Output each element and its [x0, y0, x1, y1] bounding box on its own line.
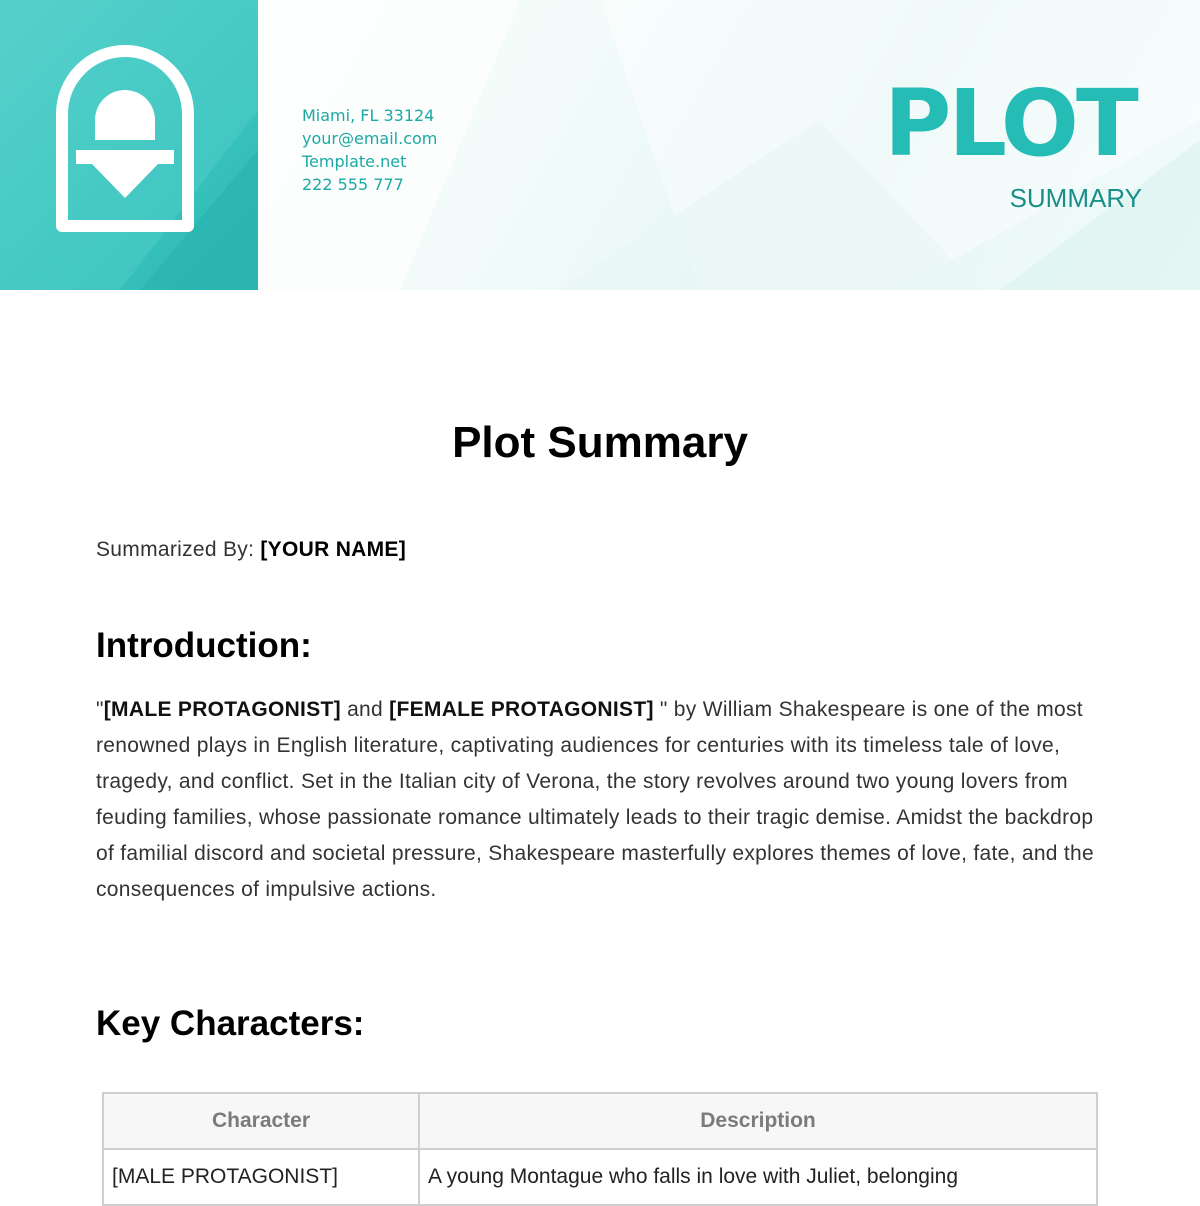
column-header-description: Description [419, 1093, 1097, 1149]
table-row [103, 1149, 1097, 1205]
arch-download-icon [0, 0, 258, 290]
female-protagonist-placeholder: [FEMALE PROTAGONIST] [389, 698, 654, 721]
key-characters-heading: Key Characters: [96, 1004, 365, 1043]
contact-address: Miami, FL 33124 [302, 106, 435, 125]
key-characters-table [102, 1092, 1098, 1206]
description-cell: A young Montague who falls in love with Juliet, belonging [419, 1149, 1097, 1205]
contact-website: Template.net [302, 152, 407, 171]
table-header-row [103, 1093, 1097, 1149]
contact-info [302, 104, 437, 196]
summarized-by [96, 538, 406, 562]
introduction-paragraph [96, 692, 1106, 908]
contact-email: your@email.com [302, 129, 438, 148]
column-header-character: Character [103, 1093, 419, 1149]
page-title: Plot Summary [452, 418, 748, 467]
character-cell: [MALE PROTAGONIST] [103, 1149, 419, 1205]
contact-phone: 222 555 777 [302, 175, 404, 194]
male-protagonist-placeholder: [MALE PROTAGONIST] [103, 698, 341, 721]
logo-panel [0, 0, 258, 290]
summarized-by-label: Summarized By: [96, 538, 255, 561]
document-header [0, 0, 1200, 290]
quote-mark: " [96, 698, 104, 721]
introduction-text: " by William Shakespeare is one of the most renowned plays in English literature, captivating audiences for centuries with its timeless tale of love, tragedy, and conflict. Set in the Italian city of Verona, the story revolves around two young lovers from feuding families, whose passionate romance ultimately leads to their tragic demise. Amidst the backdrop of familial discord and societal pressure, Shakespeare masterfully explores themes of love, fate, and the consequences of impulsive actions. [96, 698, 1095, 901]
brand-subtitle: SUMMARY [1009, 183, 1142, 213]
introduction-heading: Introduction: [96, 626, 312, 665]
and-word: and [347, 698, 384, 721]
brand-title: PLOT [884, 70, 1136, 177]
summarized-by-value: [YOUR NAME] [260, 538, 407, 561]
